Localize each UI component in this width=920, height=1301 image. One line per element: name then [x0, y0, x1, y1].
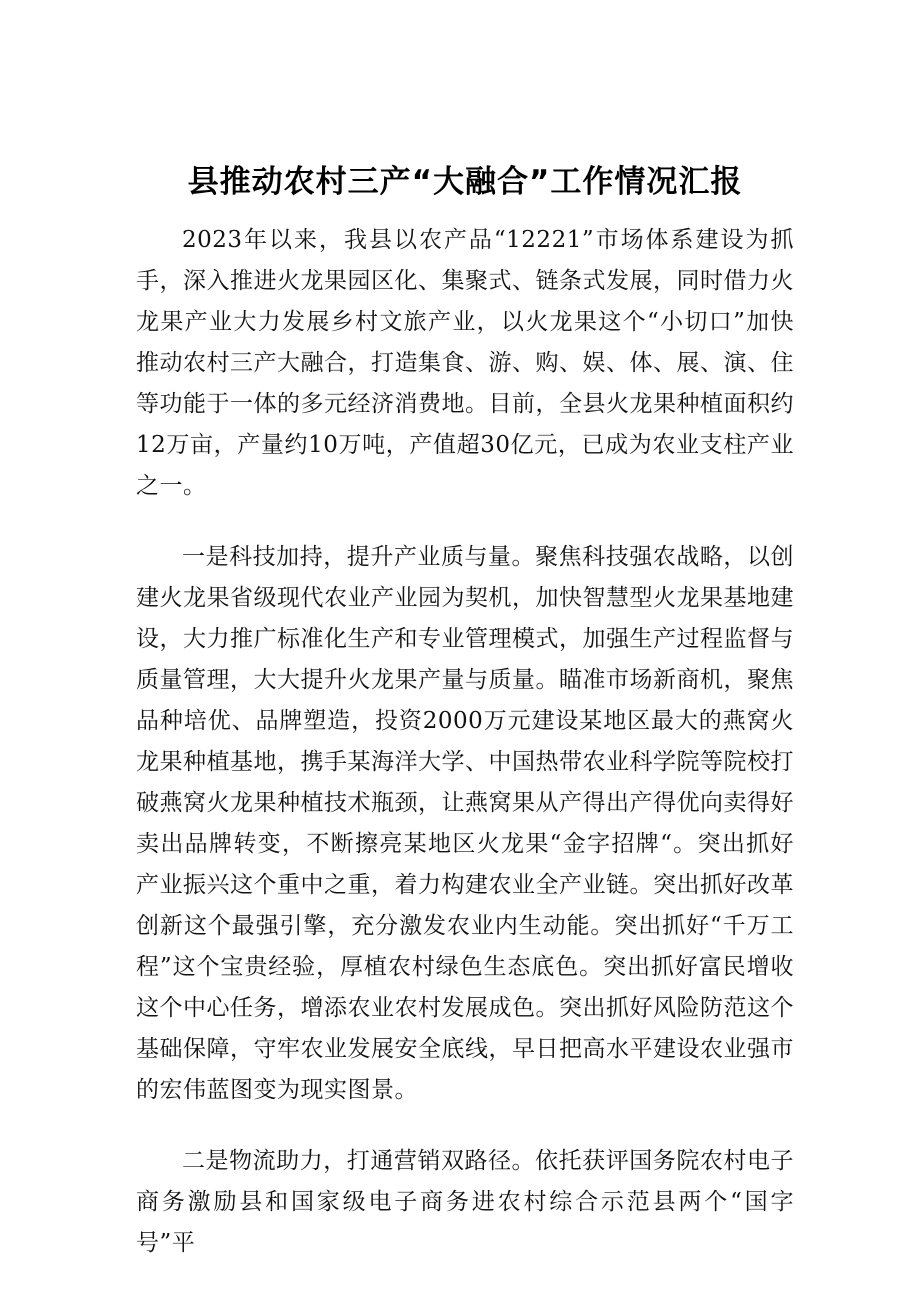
paragraph-intro: 2023年以来，我县以农产品“12221”市场体系建设为抓手，深入推进火龙果园区化、集聚式、链条式发展，同时借力火龙果产业大力发展乡村文旅产业，以火龙果这个“小切口”加快推动农村三产大融合，打造集食、游、购、娱、体、展、演、住等功能于一体的多元经济消费地。目前，全县火龙果种植面积约12万亩，产量约10万吨，产值超30亿元，已成为农业支柱产业之一。 — [136, 227, 794, 499]
document-title: 县推动农村三产“大融合”工作情况汇报 — [187, 164, 743, 200]
paragraph-logistics: 二是物流助力，打通营销双路径。依托获评国务院农村电子商务激励县和国家级电子商务进农村综合示范县两个“国字号”平 — [136, 1148, 794, 1256]
paragraph-technology: 一是科技加持，提升产业质与量。聚焦科技强农战略，以创建火龙果省级现代农业产业园为契机，加快智慧型火龙果基地建设，大力推广标准化生产和专业管理模式，加强生产过程监督与质量管理，大大提升火龙果产量与质量。瞄准市场新商机，聚焦品种培优、品牌塑造，投资2000万元建设某地区最大的燕窝火龙果种植基地，携手某海洋大学、中国热带农业科学院等院校打破燕窝火龙果种植技术瓶颈，让燕窝果从产得出产得优向卖得好卖出品牌转变，不断擦亮某地区火龙果“金字招牌“。突出抓好产业振兴这个重中之重，着力构建农业全产业链。突出抓好改革创新这个最强引擎，充分激发农业内生动能。突出抓好“千万工程”这个宝贵经验，厚植农村绿色生态底色。突出抓好富民增收这个中心任务，增添农业农村发展成色。突出抓好风险防范这个基础保障，守牢农业发展安全底线，早日把高水平建设农业强市的宏伟蓝图变为现实图景。 — [136, 544, 794, 1103]
